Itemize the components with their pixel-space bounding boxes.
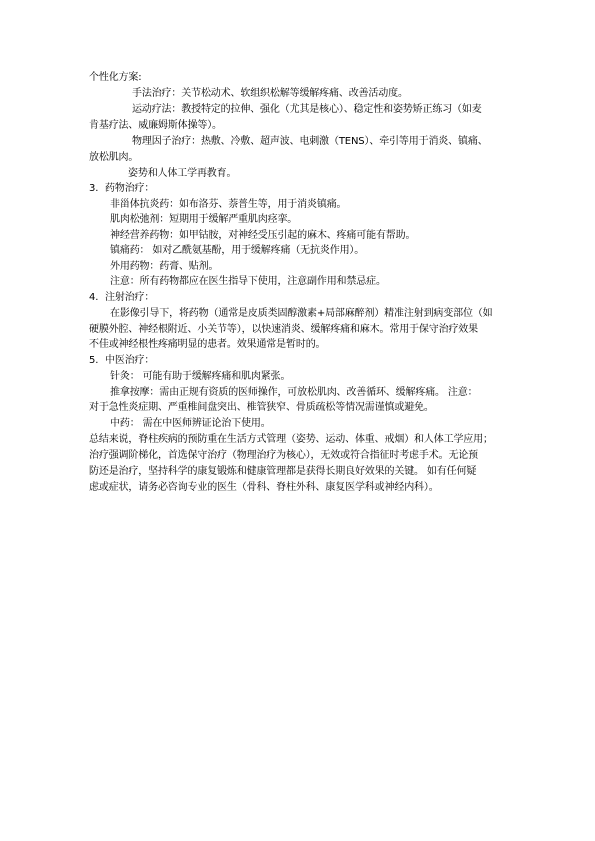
medication-note-line: 注意：所有药物都应在医生指导下使用，注意副作用和禁忌症。 [110, 276, 386, 287]
exercise-therapy-line: 运动疗法：教授特定的拉伸、强化（尤其是核心）、稳定性和姿势矫正练习（如麦 [132, 104, 482, 115]
physical-therapy-line: 物理因子治疗：热敷、冷敷、超声波、电刺激（TENS）、牵引等用于消炎、镇痛、 [132, 136, 488, 147]
section-4-heading [89, 292, 154, 304]
injection-paragraph-line-3: 不佳或神经根性疼痛明显的患者。效果通常是暂时的。 [89, 339, 326, 350]
summary-line-3: 防还是治疗，坚持科学的康复锻炼和健康管理都是获得长期良好效果的关键。 如有任何疑 [89, 466, 477, 477]
section-5-heading [89, 355, 154, 367]
section-4-number: 4. [89, 292, 99, 303]
manual-therapy-line: 手法治疗：关节松动术、软组织松解等缓解疼痛、改善活动度。 [132, 88, 408, 99]
section-3-number: 3. [89, 183, 99, 194]
summary-line-1: 总结来说，脊柱疾病的预防重在生活方式管理（姿势、运动、体重、戒烟）和人体工学应用； [89, 434, 493, 445]
posture-education-line: 姿势和人体工学再教育。 [128, 168, 237, 179]
injection-paragraph-line-1: 在影像引导下，将药物（通常是皮质类固醇激素+局部麻醉剂）精准注射到病变部位（如 [110, 308, 493, 319]
tcm-medicine-line: 中药： 需在中医师辨证论治下使用。 [110, 418, 271, 429]
personalized-plan-heading: 个性化方案: [89, 72, 142, 83]
nsaid-line: 非甾体抗炎药：如布洛芬、萘普生等，用于消炎镇痛。 [110, 199, 347, 210]
analgesic-line: 镇痛药： 如对乙酰氨基酚，用于缓解疼痛（无抗炎作用）。 [110, 245, 365, 256]
acupuncture-line: 针灸： 可能有助于缓解疼痛和肌肉紧张。 [110, 371, 291, 382]
summary-line-2: 治疗强调阶梯化，首选保守治疗（物理治疗为核心），无效或符合指征时考虑手术。无论预 [89, 450, 478, 461]
massage-line-continued: 对于急性炎症期、严重椎间盘突出、椎管狭窄、骨质疏松等情况需谨慎或避免。 [89, 402, 434, 413]
section-3-heading [89, 183, 154, 195]
physical-therapy-line-continued: 放松肌肉。 [89, 152, 139, 163]
section-4-title: 注射治疗： [105, 292, 155, 303]
topical-medication-line: 外用药物：药膏、贴剂。 [110, 261, 219, 272]
massage-line: 推拿按摩：需由正规有资质的医师操作，可放松肌肉、改善循环、缓解疼痛。 注意： [110, 387, 478, 398]
summary-line-4: 虑或症状，请务必咨询专业的医生（骨科、脊柱外科、康复医学科或神经内科）。 [89, 482, 439, 493]
exercise-therapy-line-continued: 肯基疗法、威廉姆斯体操等）。 [89, 120, 222, 131]
section-5-number: 5. [89, 355, 99, 366]
muscle-relaxant-line: 肌肉松弛剂：短期用于缓解严重肌肉痉挛。 [110, 214, 298, 225]
section-3-title: 药物治疗： [105, 183, 155, 194]
injection-paragraph-line-2: 硬膜外腔、神经根附近、小关节等），以快速消炎、缓解疼痛和麻木。常用于保守治疗效果 [89, 324, 478, 335]
neurotrophic-line: 神经营养药物：如甲钴胺，对神经受压引起的麻木、疼痛可能有帮助。 [110, 230, 416, 241]
section-5-title: 中医治疗： [105, 355, 155, 366]
